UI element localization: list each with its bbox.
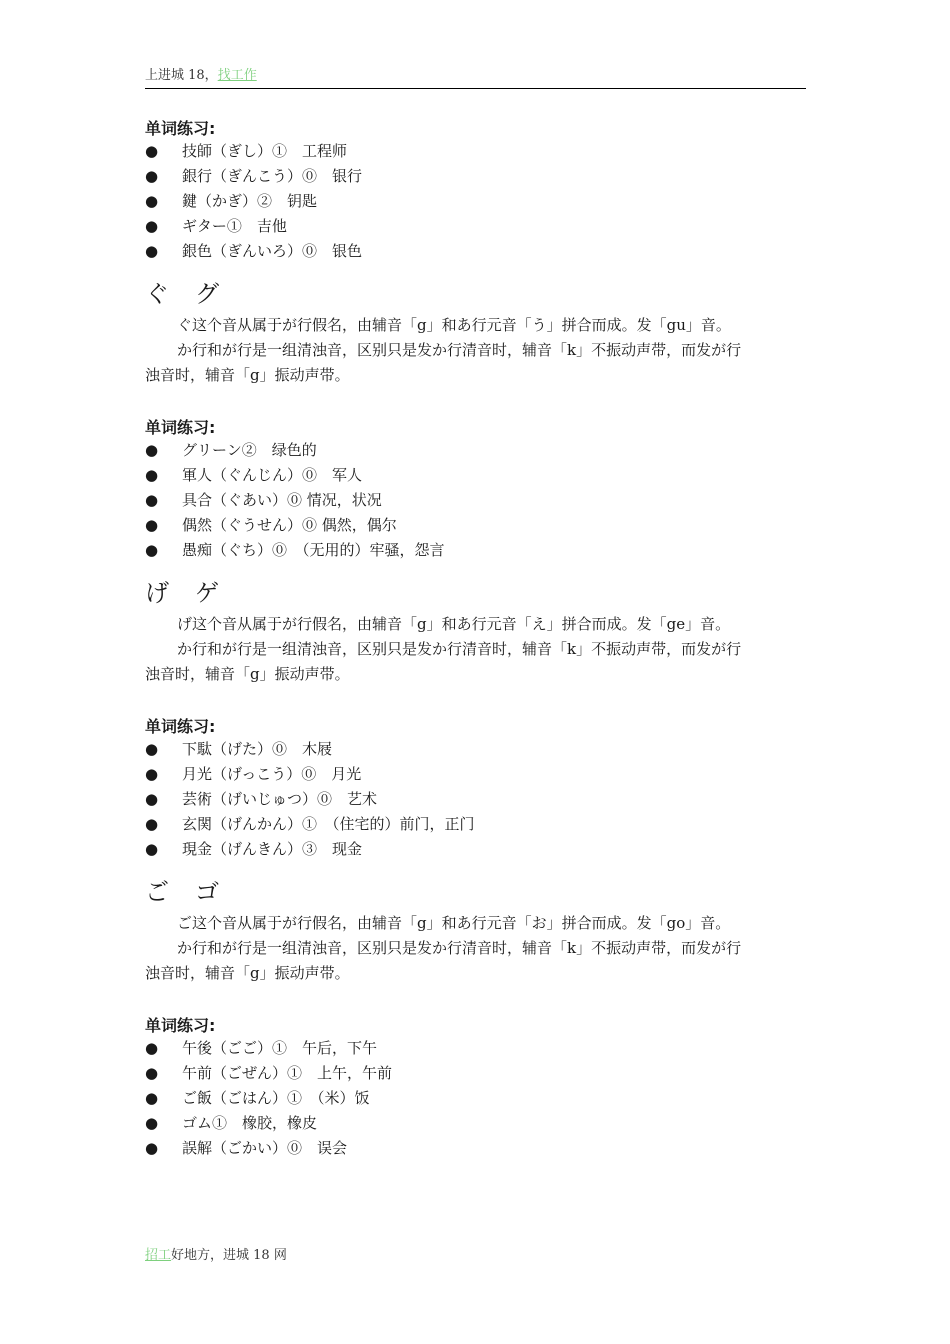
word-entry: 銀色（ぎんいろ）⓪ 银色 (182, 242, 363, 260)
katakana: ゲ (195, 579, 221, 607)
list-item (145, 1136, 806, 1161)
bullet: ● (145, 740, 159, 758)
bullet: ● (145, 840, 159, 858)
list-item (145, 1111, 806, 1136)
practice-title: 单词练习: (145, 1016, 216, 1035)
list-item (145, 787, 806, 812)
footer-link[interactable]: 招工 (145, 1248, 172, 1263)
bullet: ● (145, 491, 159, 509)
page-footer (145, 1246, 287, 1266)
description-line: ご这个音从属于が行假名，由辅音「g」和あ行元音「お」拼合而成。发「go」音。 (177, 914, 731, 932)
bullet: ● (145, 541, 159, 559)
bullet: ● (145, 1064, 159, 1082)
list-item (145, 239, 806, 264)
word-entry: 具合（ぐあい）⓪ 情况，状况 (182, 491, 382, 509)
list-item (145, 488, 806, 513)
bullet: ● (145, 790, 159, 808)
list-item (145, 1086, 806, 1111)
bullet: ● (145, 815, 159, 833)
list-item (145, 812, 806, 837)
bullet: ● (145, 242, 159, 260)
word-entry: 技師（ぎし）① 工程师 (182, 142, 348, 160)
list-item (145, 737, 806, 762)
bullet: ● (145, 466, 159, 484)
kana-heading (145, 274, 221, 309)
word-entry: 下駄（げた）⓪ 木屐 (182, 740, 333, 758)
word-entry: 午後（ごご）① 午后，下午 (182, 1039, 378, 1057)
word-entry: 鍵（かぎ）② 钥匙 (182, 192, 318, 210)
katakana: グ (195, 280, 221, 308)
page-header (145, 66, 806, 89)
word-entry: ご飯（ごはん）① （米）饭 (182, 1089, 370, 1107)
word-entry: 銀行（ぎんこう）⓪ 银行 (182, 167, 363, 185)
description-line: 浊音时，辅音「g」振动声带。 (145, 964, 350, 982)
list-item (145, 164, 806, 189)
description-paragraph (145, 911, 806, 986)
list-item (145, 438, 806, 463)
list-item (145, 189, 806, 214)
katakana: ゴ (195, 878, 221, 906)
list-item (145, 513, 806, 538)
word-entry: 誤解（ごかい）⓪ 误会 (182, 1139, 348, 1157)
description-paragraph (145, 612, 806, 687)
word-entry: ギター① 吉他 (182, 217, 287, 235)
bullet: ● (145, 192, 159, 210)
list-item (145, 139, 806, 164)
footer-text: 好地方，进城 18 网 (171, 1248, 287, 1263)
description-line: か行和が行是一组清浊音，区别只是发か行清音时，辅音「k」不振动声带，而发が行 (177, 939, 742, 957)
list-item (145, 1061, 806, 1086)
word-list (145, 737, 806, 862)
description-line: 浊音时，辅音「g」振动声带。 (145, 665, 350, 683)
description-line: 浊音时，辅音「g」振动声带。 (145, 366, 350, 384)
word-entry: 現金（げんきん）③ 现金 (182, 840, 363, 858)
word-entry: 偶然（ぐうせん）⓪ 偶然，偶尔 (182, 516, 397, 534)
word-entry: ゴム① 橡胶，橡皮 (182, 1114, 318, 1132)
description-paragraph (145, 313, 806, 388)
practice-title: 单词练习: (145, 119, 216, 138)
bullet: ● (145, 441, 159, 459)
kana-heading (145, 573, 221, 608)
list-item (145, 463, 806, 488)
hiragana: ご (145, 878, 171, 906)
header-text: 上进城 18， (145, 68, 218, 83)
description-line: げ这个音从属于が行假名，由辅音「g」和あ行元音「え」拼合而成。发「ge」音。 (177, 615, 731, 633)
word-entry: 玄関（げんかん）① （住宅的）前门，正门 (182, 815, 475, 833)
list-item (145, 538, 806, 563)
word-entry: 午前（ごぜん）① 上午，午前 (182, 1064, 393, 1082)
kana-heading (145, 872, 221, 907)
bullet: ● (145, 1089, 159, 1107)
header-link[interactable]: 找工作 (217, 68, 257, 83)
word-entry: 月光（げっこう）⓪ 月光 (182, 765, 362, 783)
description-line: か行和が行是一组清浊音，区别只是发か行清音时，辅音「k」不振动声带，而发が行 (177, 640, 742, 658)
word-entry: 軍人（ぐんじん）⓪ 军人 (182, 466, 363, 484)
bullet: ● (145, 1114, 159, 1132)
list-item (145, 837, 806, 862)
word-list (145, 438, 806, 563)
description-line: か行和が行是一组清浊音，区别只是发か行清音时，辅音「k」不振动声带，而发が行 (177, 341, 742, 359)
bullet: ● (145, 142, 159, 160)
bullet: ● (145, 516, 159, 534)
bullet: ● (145, 1039, 159, 1057)
practice-title: 单词练习: (145, 418, 216, 437)
bullet: ● (145, 217, 159, 235)
bullet: ● (145, 167, 159, 185)
bullet: ● (145, 1139, 159, 1157)
practice-title: 单词练习: (145, 717, 216, 736)
bullet: ● (145, 765, 159, 783)
list-item (145, 762, 806, 787)
word-list (145, 1036, 806, 1161)
word-entry: 芸術（げいじゅつ）⓪ 艺术 (182, 790, 378, 808)
description-line: ぐ这个音从属于が行假名，由辅音「g」和あ行元音「う」拼合而成。发「gu」音。 (177, 316, 731, 334)
hiragana: げ (145, 579, 171, 607)
hiragana: ぐ (145, 280, 171, 308)
list-item (145, 1036, 806, 1061)
word-entry: グリーン② 绿色的 (182, 441, 317, 459)
word-entry: 愚痴（ぐち）⓪ （无用的）牢骚，怨言 (182, 541, 445, 559)
word-list (145, 139, 806, 264)
list-item (145, 214, 806, 239)
